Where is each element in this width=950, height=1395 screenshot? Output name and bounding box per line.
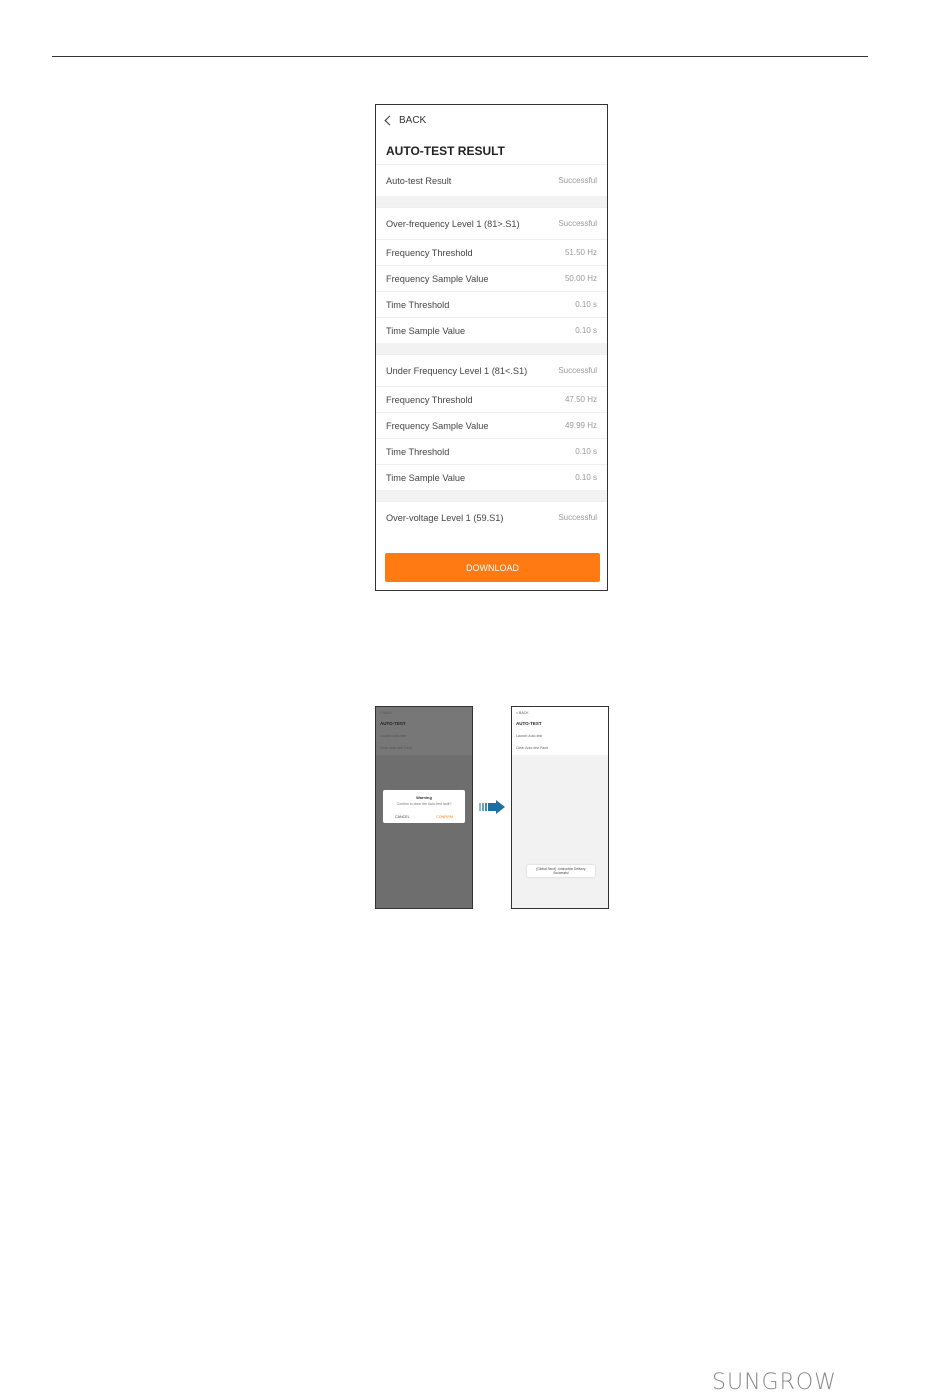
success-toast	[527, 865, 595, 877]
mini-back-button[interactable]: < BACK	[380, 711, 393, 715]
row-value: 49.99 Hz	[564, 421, 597, 430]
row-label: Time Sample Value	[386, 472, 466, 483]
result-row	[376, 265, 607, 291]
mini-header	[376, 707, 472, 755]
row-label: Under Frequency Level 1 (81<.S1)	[386, 365, 528, 376]
row-value: 0.10 s	[575, 300, 597, 309]
row-label: Time Sample Value	[386, 325, 466, 336]
result-row	[376, 291, 607, 317]
row-label: Time Threshold	[386, 299, 450, 310]
cancel-button[interactable]: CANCEL	[395, 815, 410, 819]
result-row	[376, 438, 607, 464]
row-label: Frequency Threshold	[386, 394, 473, 405]
section-header-row	[376, 501, 607, 533]
row-label: Over-voltage Level 1 (59.S1)	[386, 512, 504, 523]
result-row	[376, 386, 607, 412]
result-row	[376, 412, 607, 438]
dialog-title: Warning	[416, 795, 432, 800]
instruction-delivered-screen	[511, 706, 609, 909]
auto-test-result-screen	[375, 104, 608, 591]
row-label: Frequency Threshold	[386, 247, 473, 258]
result-row	[376, 464, 607, 490]
row-value: 47.50 Hz	[564, 395, 597, 404]
toast-line-2: Successful	[553, 871, 569, 875]
page-title: AUTO-TEST RESULT	[386, 144, 505, 158]
row-value: Successful	[558, 176, 597, 185]
sungrow-logo: SUNGROW	[712, 1370, 837, 1395]
section-header-row	[376, 207, 607, 239]
result-list	[376, 164, 607, 533]
mini-back-button[interactable]: < BACK	[516, 711, 529, 715]
confirm-button[interactable]: CONFIRM	[436, 815, 453, 819]
row-label: Auto-test Result	[386, 175, 452, 186]
mini-header	[512, 707, 608, 755]
clear-fault-item[interactable]: Clear Auto-test Fault	[380, 746, 412, 750]
mini-page-title: AUTO-TEST	[516, 721, 542, 726]
back-label: BACK	[399, 115, 427, 126]
row-label: Frequency Sample Value	[386, 420, 489, 431]
download-button[interactable]: DOWNLOAD	[385, 553, 600, 582]
section-gap	[376, 490, 607, 501]
warning-dialog	[383, 790, 465, 823]
chevron-left-icon	[385, 116, 395, 126]
row-value: 0.10 s	[575, 473, 597, 482]
mini-page-title: AUTO-TEST	[380, 721, 406, 726]
clear-fault-item[interactable]: Clear Auto-test Fault	[516, 746, 548, 750]
back-button[interactable]	[386, 115, 426, 126]
arrow-right-icon	[479, 800, 505, 814]
row-value: Successful	[558, 513, 597, 522]
section-header-row	[376, 354, 607, 386]
result-row	[376, 317, 607, 343]
result-row	[376, 239, 607, 265]
row-label: Over-frequency Level 1 (81>.S1)	[386, 218, 520, 229]
row-value: Successful	[558, 366, 597, 375]
row-value: Successful	[558, 219, 597, 228]
row-value: 0.10 s	[575, 447, 597, 456]
launch-auto-test-item[interactable]: Launch Auto-test	[516, 734, 543, 738]
list-fade	[376, 533, 607, 551]
clear-fault-warning-screen	[375, 706, 473, 909]
launch-auto-test-item[interactable]: Launch Auto-test	[380, 734, 407, 738]
section-gap	[376, 196, 607, 207]
result-row	[376, 164, 607, 196]
dialog-message: Confirm to clear the Auto-test fault?	[396, 802, 452, 806]
row-value: 0.10 s	[575, 326, 597, 335]
row-label: Frequency Sample Value	[386, 273, 489, 284]
toast-line-1: [Global Send] : Instruction Delivery	[536, 867, 586, 871]
header-rule	[52, 56, 868, 57]
section-gap	[376, 343, 607, 354]
row-label: Time Threshold	[386, 446, 450, 457]
row-value: 50.00 Hz	[564, 274, 597, 283]
row-value: 51.50 Hz	[564, 248, 597, 257]
